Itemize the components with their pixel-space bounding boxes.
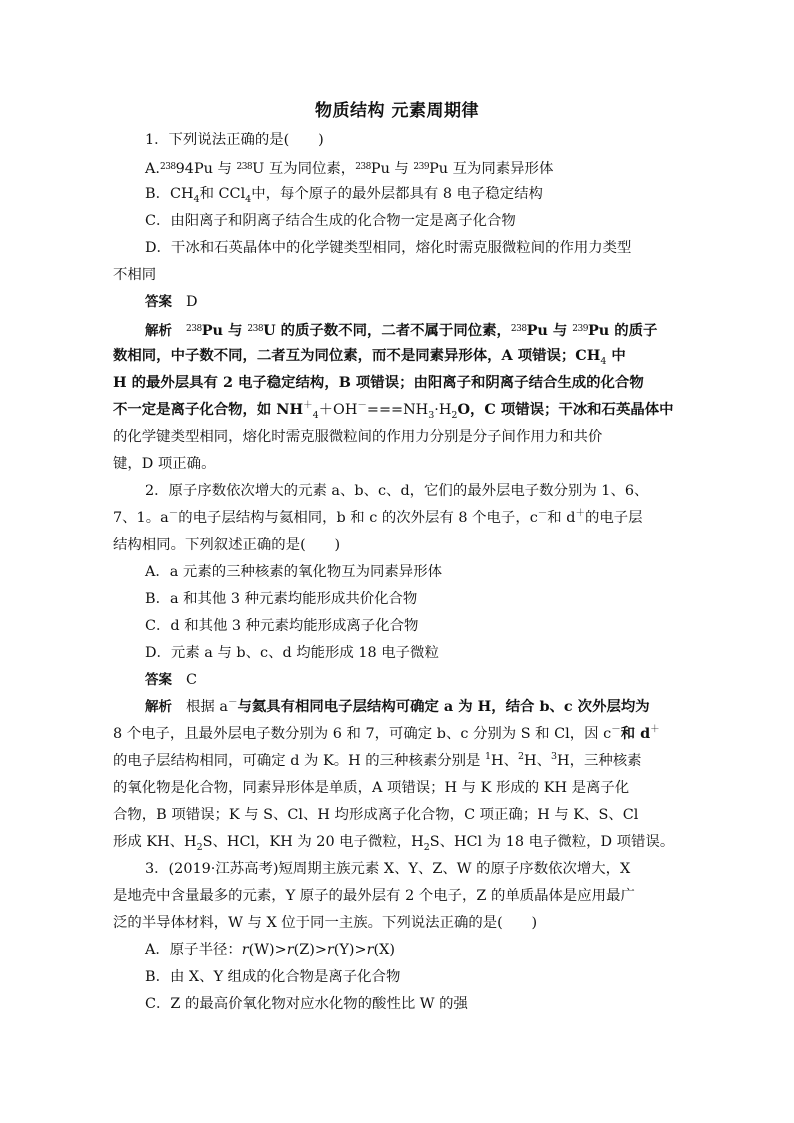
q1-a-text: 94Pu 与 [175, 161, 237, 177]
q3-stem-line2: 是地壳中含量最多的元素，Y 原子的最外层有 2 个电子，Z 的单质晶体是应用最广 [113, 888, 635, 904]
analysis-text: Pu 的质子 [587, 322, 658, 339]
q1-option-d-line1: D．干冰和石英晶体中的化学键类型相同，熔化时需克服微粒间的作用力类型 [145, 240, 632, 256]
analysis-text: 中 [606, 347, 626, 364]
q1-analysis-line1 [145, 319, 685, 339]
analysis-label: 解析 [145, 323, 172, 339]
q2-analysis-line1 [145, 697, 685, 717]
analysis-text: 与氦具有相同电子层结构可确定 a 为 H，结合 b、c 次外层均为 [237, 698, 650, 715]
q3-a-text: (X) [373, 942, 395, 958]
q1-option-a [145, 157, 685, 177]
superscript: － [168, 508, 179, 520]
q3-a-text: (Z)> [293, 942, 327, 958]
superscript: ＋ [650, 724, 660, 736]
subscript: 2 [423, 841, 430, 853]
q1-analysis-line5: 的化学键类型相同，熔化时需克服微粒间的作用力分别是分子间作用力和共价 [113, 429, 603, 445]
analysis-text: ＋OH [318, 402, 358, 418]
q2-option-a: A．a 元素的三种核素的氧化物互为同素异形体 [145, 564, 442, 580]
q3-a-text: (W)> [248, 942, 287, 958]
q1-analysis-line2 [113, 346, 683, 366]
analysis-text: H、 [491, 753, 518, 769]
q2-text: 的电子层 [585, 510, 643, 526]
radius-symbol: r [241, 942, 249, 958]
analysis-text: S、HCl 为 18 电子微粒，D 项错误。 [429, 834, 675, 850]
nuclide-mass: 238 [236, 162, 253, 172]
analysis-text: 形成 KH、H [113, 834, 197, 850]
superscript: 2 [517, 751, 525, 763]
q1-analysis-line3 [113, 373, 683, 393]
analysis-text: H 的最外层具有 2 电子稳定结构，B 项错误；由阳离子和阴离子结合生成的化合物 [113, 374, 644, 391]
nuclide-mass: 238 [159, 162, 176, 172]
subscript: 4 [600, 355, 607, 367]
nuclide-mass: 238 [247, 324, 264, 334]
q1-b-text: 中，每个原子的最外层都具有 8 电子稳定结构 [251, 186, 543, 202]
q3-stem-line3: 泛的半导体材料，W 与 X 位于同一主族。下列说法正确的是( ) [113, 915, 538, 931]
q3-option-c: C．Z 的最高价氧化物对应水化物的酸性比 W 的强 [145, 996, 468, 1012]
q2-analysis-line3 [113, 751, 683, 771]
analysis-text: S、HCl，KH 为 20 电子微粒，H [202, 834, 424, 850]
q3-option-a [145, 940, 685, 960]
q1-b-text: 和 CCl [199, 186, 246, 202]
q2-analysis-line4: 的氧化物是化合物，同素异形体是单质，A 项错误；H 与 K 形成的 KH 是离子化 [113, 780, 630, 796]
q3-option-b: B．由 X、Y 组成的化合物是离子化合物 [145, 969, 401, 985]
superscript: 1 [484, 751, 492, 763]
q1-a-head: A. [145, 161, 160, 177]
q2-option-c: C．d 和其他 3 种元素均能形成离子化合物 [145, 618, 419, 634]
subscript: 3 [428, 409, 435, 421]
q2-stem-line2 [113, 508, 683, 528]
analysis-text: ·H [434, 402, 452, 418]
q2-stem-line3: 结构相同。下列叙述正确的是( ) [113, 537, 341, 553]
superscript: － [611, 724, 621, 736]
q1-option-c: C．由阳离子和阴离子结合生成的化合物一定是离子化合物 [145, 213, 516, 229]
analysis-text: 的电子层结构相同，可确定 d 为 K。H 的三种核素分别是 [113, 753, 485, 769]
q1-a-text: Pu 与 [370, 161, 414, 177]
subscript: 2 [451, 409, 458, 421]
radius-symbol: r [286, 942, 294, 958]
q1-analysis-line6: 键，D 项正确。 [113, 456, 216, 472]
subscript: 4 [245, 193, 252, 205]
q2-answer [145, 670, 685, 690]
analysis-text: Pu 与 [201, 322, 248, 339]
q2-text: 7、1。a [113, 510, 169, 526]
radius-symbol: r [366, 942, 374, 958]
q2-stem-line1: 2．原子序数依次增大的元素 a、b、c、d，它们的最外层电子数分别为 1、6、 [145, 483, 649, 499]
q2-analysis-line5: 合物，B 项错误；K 与 S、Cl、H 均形成离子化合物，C 项正确；H 与 K、S、Cl [113, 807, 639, 823]
radius-symbol: r [326, 942, 334, 958]
q1-analysis-line4 [113, 400, 683, 420]
q3-a-text: A．原子半径： [145, 942, 242, 958]
q2-analysis-line2 [113, 724, 683, 744]
analysis-text: 和 d [620, 725, 651, 742]
analysis-text: 8 个电子，且最外层电子数分别为 6 和 7，可确定 b、c 分别为 S 和 Cl，因 c [113, 726, 612, 742]
nuclide-mass: 238 [510, 324, 527, 334]
q1-a-text: U 互为同位素， [252, 161, 356, 177]
subscript: 2 [196, 841, 203, 853]
answer-label: 答案 [145, 672, 172, 688]
page-title: 物质结构 元素周期律 [315, 101, 479, 121]
q2-text: 和 d [547, 510, 576, 526]
q1-answer [145, 292, 685, 312]
q1-b-text: B．CH [145, 186, 194, 202]
analysis-text: H，三种核素 [557, 753, 642, 769]
analysis-text: 数相同，中子数不同，二者互为同位素，而不是同素异形体，A 项错误；CH [113, 347, 601, 364]
q1-option-b [145, 184, 685, 204]
superscript: － [357, 400, 367, 412]
subscript: 4 [312, 409, 319, 421]
superscript: ＋ [303, 400, 313, 412]
q3-a-text: (Y)> [333, 942, 367, 958]
q2-text: 的电子层结构与氦相同，b 和 c 的次外层有 8 个电子，c [178, 510, 538, 526]
nuclide-mass: 239 [572, 324, 588, 334]
superscript: － [537, 508, 548, 520]
q2-analysis-line6 [113, 832, 683, 852]
analysis-text: U 的质子数不同，二者不属于同位素， [263, 322, 511, 339]
q1-stem: 1．下列说法正确的是( ) [145, 132, 324, 148]
superscript: ＋ [575, 508, 585, 520]
q2-option-b: B．a 和其他 3 种元素均能形成共价化合物 [145, 591, 418, 607]
nuclide-mass: 238 [186, 324, 202, 334]
answer-label: 答案 [145, 294, 172, 310]
analysis-text: ===NH [366, 402, 429, 418]
analysis-text: O，C 项错误；干冰和石英晶体中 [457, 401, 674, 418]
subscript: 4 [193, 193, 200, 205]
analysis-label: 解析 [145, 699, 172, 715]
answer-value: C [186, 672, 198, 688]
analysis-text: 根据 a [186, 699, 228, 715]
answer-value: D [186, 294, 198, 310]
superscript: 3 [550, 751, 558, 763]
analysis-text: H、 [524, 753, 551, 769]
q1-a-text: Pu 互为同素异形体 [429, 161, 554, 177]
superscript: － [227, 697, 238, 709]
analysis-text: 不一定是离子化合物，如 NH [113, 401, 304, 418]
nuclide-mass: 238 [355, 162, 371, 172]
analysis-text: Pu 与 [526, 322, 573, 339]
nuclide-mass: 239 [413, 162, 430, 172]
q3-stem-line1: 3．(2019·江苏高考)短周期主族元素 X、Y、Z、W 的原子序数依次增大，X [145, 861, 631, 877]
q1-option-d-line2: 不相同 [113, 267, 157, 283]
q2-option-d: D．元素 a 与 b、c、d 均能形成 18 电子微粒 [145, 645, 439, 661]
